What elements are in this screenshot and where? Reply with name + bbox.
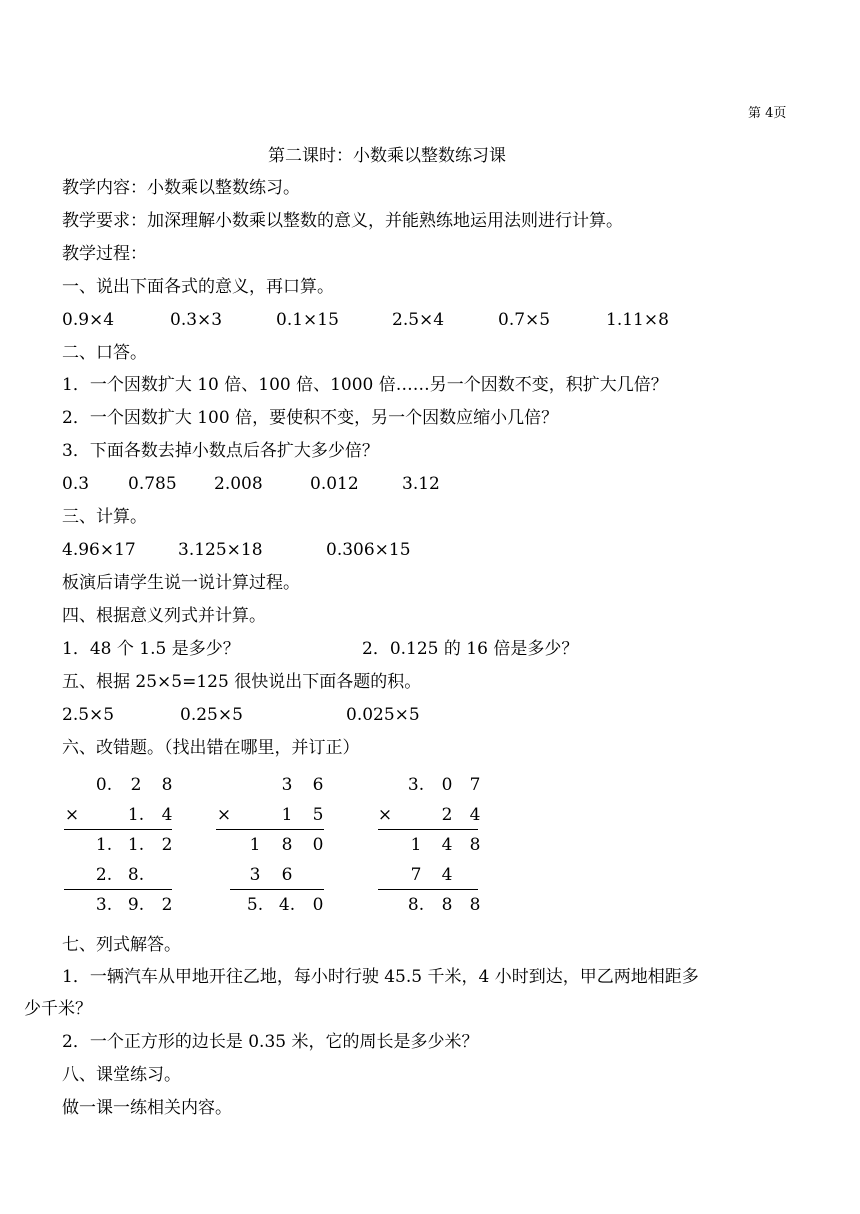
teaching-process-label: 教学过程： [62,244,147,264]
rule-line [378,889,478,890]
product-expression: 2.5×5 [62,705,115,725]
section-8-heading: 八、课堂练习。 [62,1065,181,1085]
decimal-number: 3.12 [402,474,440,494]
digit: 8 [469,895,481,915]
digit: 2. [95,865,113,885]
digit: 0 [312,895,324,915]
digit: 4 [441,835,453,855]
rule-line [64,889,172,890]
digit: 3. [407,775,425,795]
digit: 6 [312,775,324,795]
lesson-title: 第二课时：小数乘以整数练习课 [268,146,506,166]
multiply-sign: × [216,805,232,825]
digit: 1 [281,805,293,825]
product-expression: 0.25×5 [180,705,243,725]
question-line-continued: 少千米？ [24,999,92,1019]
digit: 3. [95,895,113,915]
oral-expression: 0.7×5 [498,310,551,330]
oral-expression: 2.5×4 [392,310,445,330]
digit: 2 [130,775,142,795]
decimal-number: 0.3 [62,474,90,494]
digit: 8 [161,775,173,795]
calc-expression: 4.96×17 [62,540,136,560]
multiply-sign: × [64,805,80,825]
digit: 4. [278,895,296,915]
question-line: 1．一个因数扩大 10 倍、100 倍、1000 倍……另一个因数不变，积扩大几倍？ [62,375,668,395]
digit: 8 [441,895,453,915]
digit: 5. [246,895,264,915]
decimal-number: 0.012 [310,474,359,494]
calc-expression: 0.306×15 [326,540,411,560]
section-5-heading: 五、根据 25×5=125 很快说出下面各题的积。 [62,672,422,692]
question-line: 1．一辆汽车从甲地开往乙地，每小时行驶 45.5 千米，4 小时到达，甲乙两地相距多 [62,967,699,987]
board-note: 板演后请学生说一说计算过程。 [62,573,300,593]
teaching-requirement: 教学要求：加深理解小数乘以整数的意义，并能熟练地运用法则进行计算。 [62,211,623,231]
rule-line [216,829,324,830]
digit: 2 [161,835,173,855]
digit: 8 [281,835,293,855]
section-2-heading: 二、口答。 [62,343,147,363]
page-number: 第 4页 [748,106,787,121]
calc-expression: 3.125×18 [178,540,263,560]
digit: 1. [95,835,113,855]
teaching-content: 教学内容：小数乘以整数练习。 [62,178,300,198]
oral-expression: 1.11×8 [606,310,669,330]
digit: 1. [127,835,145,855]
question-line: 2．一个正方形的边长是 0.35 米，它的周长是多少米？ [62,1032,479,1052]
digit: 0 [441,775,453,795]
digit: 9. [127,895,145,915]
decimal-number: 2.008 [214,474,263,494]
question-line: 2．0.125 的 16 倍是多少？ [362,639,579,659]
digit: 1 [410,835,422,855]
digit: 1 [249,835,261,855]
digit: 2 [161,895,173,915]
product-expression: 0.025×5 [346,705,420,725]
digit: 3 [249,865,261,885]
oral-expression: 0.9×4 [62,310,115,330]
question-line: 3．下面各数去掉小数点后各扩大多少倍？ [62,441,379,461]
digit: 0 [312,835,324,855]
digit: 0. [95,775,113,795]
digit: 3 [281,775,293,795]
section-7-heading: 七、列式解答。 [62,935,181,955]
digit: 8. [407,895,425,915]
section-4-heading: 四、根据意义列式并计算。 [62,606,266,626]
digit: 7 [469,775,481,795]
digit: 6 [281,865,293,885]
section-1-heading: 一、说出下面各式的意义，再口算。 [62,277,334,297]
digit: 4 [469,805,481,825]
question-line: 1．48 个 1.5 是多少？ [62,639,240,659]
decimal-number: 0.785 [128,474,177,494]
practice-line: 做一课一练相关内容。 [62,1098,232,1118]
oral-expression: 0.3×3 [170,310,223,330]
digit: 1. [127,805,145,825]
section-3-heading: 三、计算。 [62,507,147,527]
section-6-heading: 六、改错题。（找出错在哪里，并订正） [62,738,360,758]
digit: 4 [161,805,173,825]
oral-expression: 0.1×15 [276,310,339,330]
digit: 4 [441,865,453,885]
rule-line [378,829,478,830]
question-line: 2．一个因数扩大 100 倍，要使积不变，另一个因数应缩小几倍？ [62,408,559,428]
digit: 8 [469,835,481,855]
digit: 7 [410,865,422,885]
rule-line [230,889,324,890]
multiply-sign: × [377,805,393,825]
digit: 5 [312,805,324,825]
digit: 8. [127,865,145,885]
rule-line [64,829,172,830]
digit: 2 [441,805,453,825]
